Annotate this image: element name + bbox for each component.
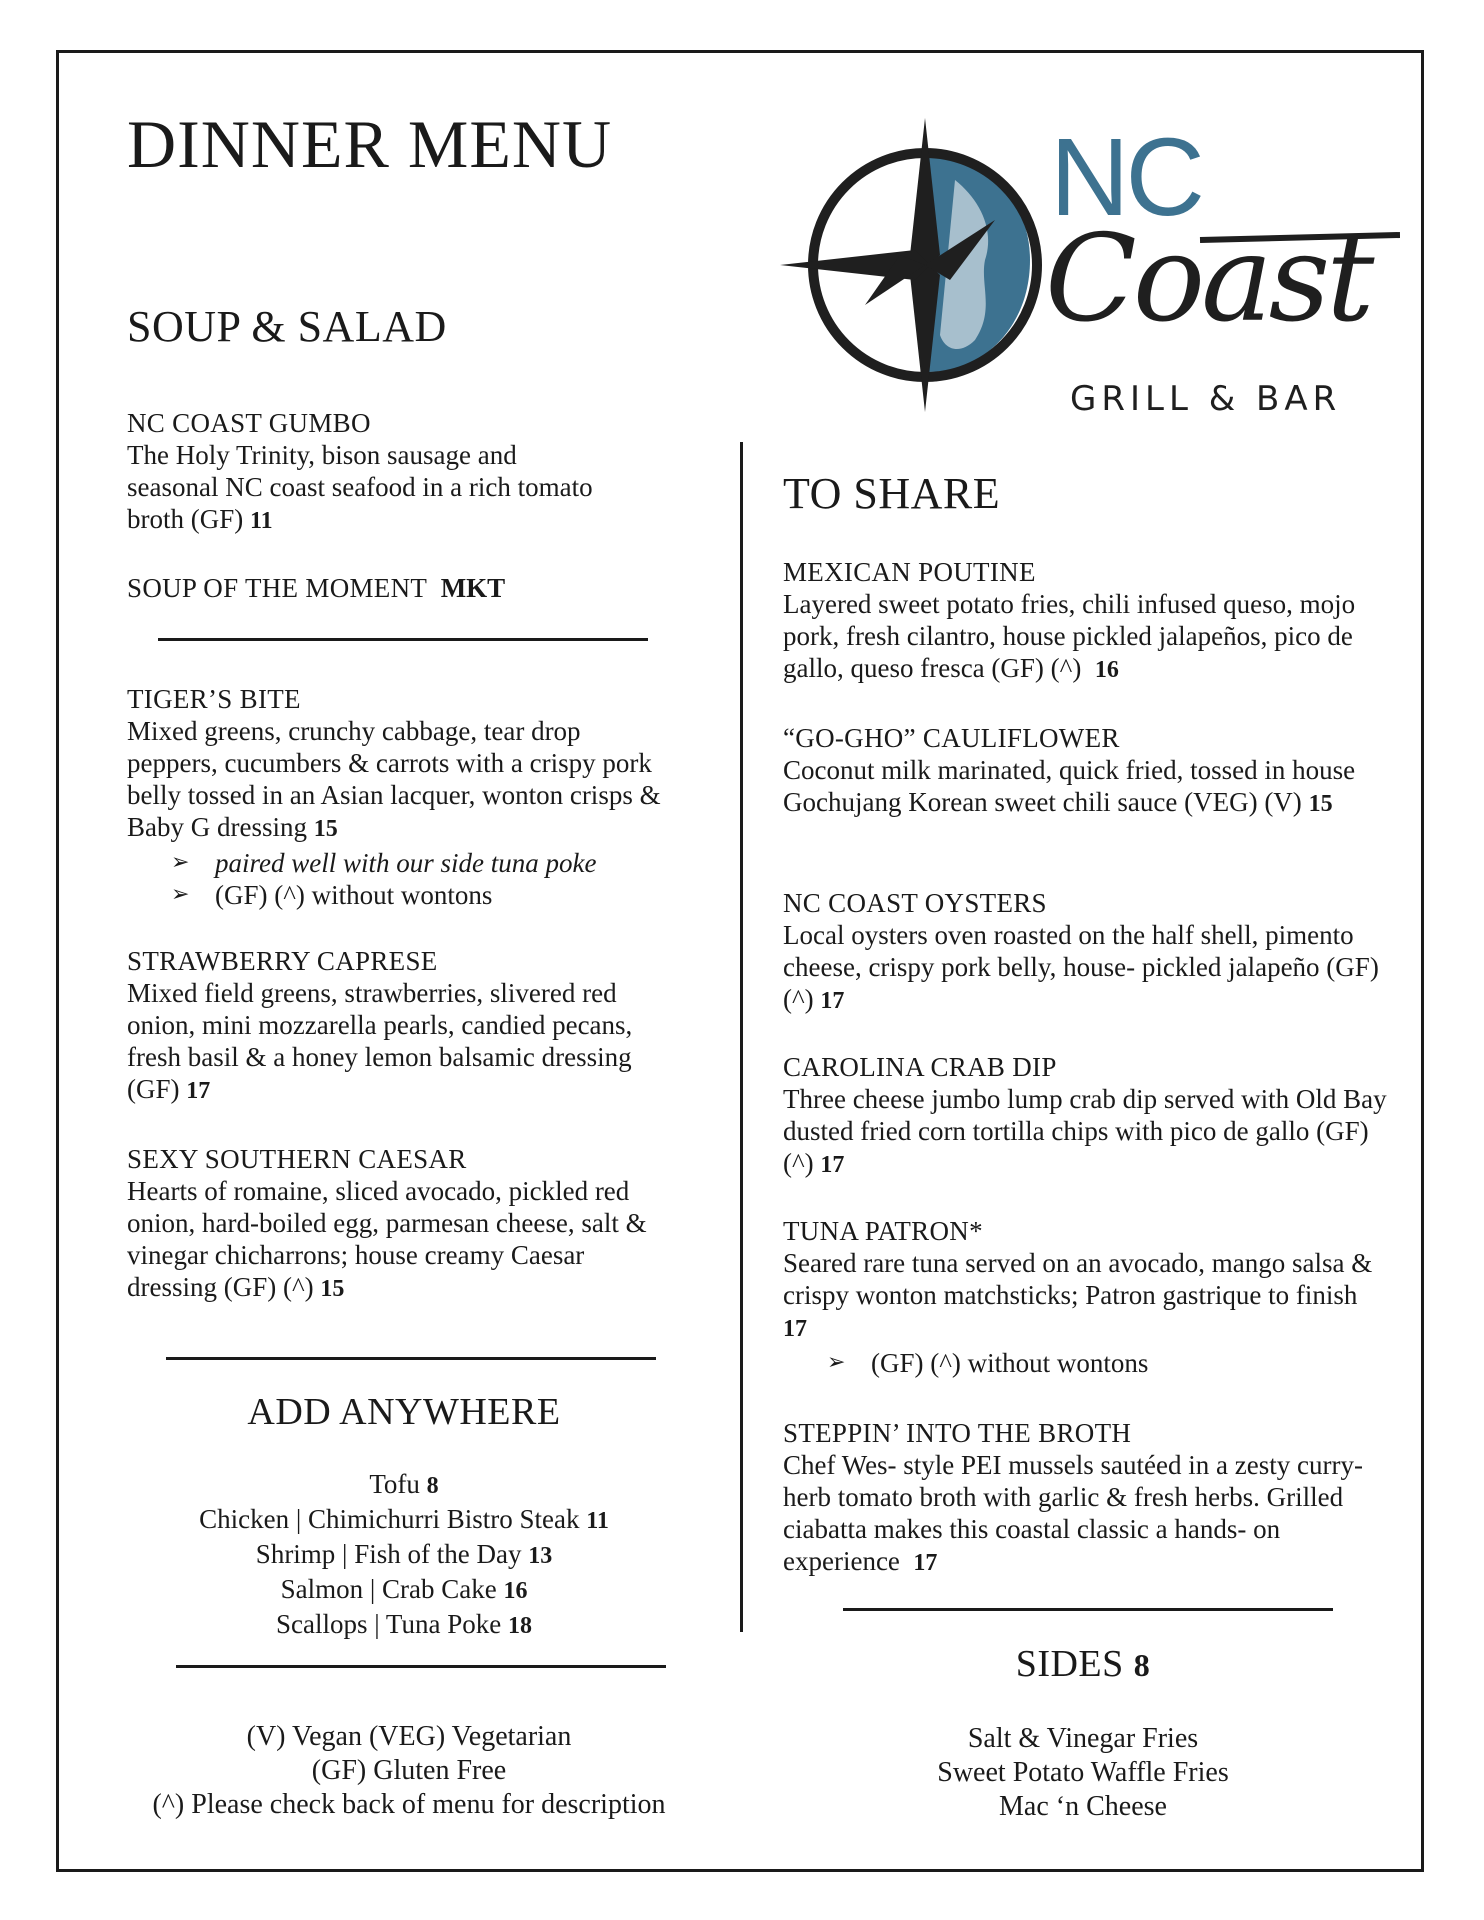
item-desc: Chef Wes- style PEI mussels sautéed in a zesty curry- herb tomato broth with garlic & fresh herbs. Grilled ciabatta makes this coastal classic a hands- on experience — [783, 1450, 1363, 1576]
item-note: ➢ (GF) (^) without wontons — [127, 879, 667, 911]
add-anywhere-heading: ADD ANYWHERE — [247, 1391, 561, 1433]
add-line: Shrimp | Fish of the Day 13 — [255, 1539, 553, 1569]
dietary-legend — [112, 1720, 706, 1822]
item-name: TUNA PATRON* — [783, 1216, 983, 1246]
side-item: Sweet Potato Waffle Fries — [937, 1757, 1229, 1788]
item-name: NC COAST OYSTERS — [783, 888, 1047, 918]
soup-salad-heading: SOUP & SALAD — [127, 302, 447, 351]
item-desc: The Holy Trinity, bison sausage and seasonal NC coast seafood in a rich tomato broth (GF) — [127, 440, 593, 534]
item-note: ➢ (GF) (^) without wontons — [783, 1347, 1388, 1379]
legend-line: (^) Please check back of menu for description — [152, 1789, 666, 1820]
item-name: SOUP OF THE MOMENT — [127, 573, 428, 603]
item-desc: Local oysters oven roasted on the half shell, pimento cheese, crispy pork belly, house- pickled jalapeño (GF) (^) — [783, 920, 1379, 1014]
item-desc: Three cheese jumbo lump crab dip served with Old Bay dusted fried corn tortilla chips with pico de gallo (GF) (^) — [783, 1084, 1387, 1178]
item-price: 17 — [913, 1550, 938, 1576]
item-desc: Coconut milk marinated, quick fried, tossed in house Gochujang Korean sweet chili sauce (VEG) (V) — [783, 755, 1356, 817]
legend-line: (GF) Gluten Free — [311, 1755, 507, 1786]
item-name: SEXY SOUTHERN CAESAR — [127, 1144, 467, 1174]
menu-item-mexican-poutine — [783, 556, 1388, 686]
item-price: 17 — [820, 988, 845, 1014]
side-item: Mac ‘n Cheese — [999, 1791, 1167, 1822]
item-price: 17 — [783, 1316, 807, 1342]
divider — [158, 638, 648, 641]
menu-item-steppin-broth — [783, 1417, 1393, 1579]
menu-item-southern-caesar — [127, 1143, 667, 1305]
add-line: Chicken | Chimichurri Bistro Steak 11 — [199, 1504, 609, 1534]
item-name: “GO-GHO” CAULIFLOWER — [783, 723, 1120, 753]
menu-item-crab-dip — [783, 1051, 1388, 1181]
logo-nc: NC — [1050, 116, 1201, 239]
item-desc: Mixed field greens, strawberries, slivered red onion, mini mozzarella pearls, candied pecans, fresh basil & a honey lemon balsamic dressing (GF) — [127, 978, 633, 1104]
sides-title: SIDES — [1015, 1643, 1124, 1685]
menu-item-oysters — [783, 887, 1388, 1017]
sides-list — [783, 1722, 1383, 1824]
menu-item-soup-of-moment — [127, 572, 647, 604]
to-share-heading: TO SHARE — [783, 469, 1001, 518]
item-price: 17 — [820, 1152, 845, 1178]
item-price: 15 — [1308, 791, 1333, 817]
item-price: 11 — [250, 508, 273, 534]
item-note: ➢ paired well with our side tuna poke — [127, 847, 667, 879]
item-price: 16 — [1094, 657, 1119, 683]
item-price: 17 — [186, 1078, 211, 1104]
menu-item-strawberry-caprese — [127, 945, 672, 1107]
item-name: STRAWBERRY CAPRESE — [127, 946, 438, 976]
page-title: DINNER MENU — [127, 106, 613, 182]
item-desc: Mixed greens, crunchy cabbage, tear drop peppers, cucumbers & carrots with a crispy pork belly tossed in an Asian lacquer, wonton crisps & Baby G dressing — [127, 716, 661, 842]
item-name: CAROLINA CRAB DIP — [783, 1052, 1057, 1082]
item-name: NC COAST GUMBO — [127, 408, 371, 438]
menu-item-gumbo — [127, 407, 607, 537]
divider — [843, 1608, 1333, 1611]
menu-item-tuna-patron — [783, 1215, 1388, 1379]
legend-line: (V) Vegan (VEG) Vegetarian — [246, 1721, 572, 1752]
nc-coast-logo — [780, 110, 1400, 420]
item-name: TIGER’S BITE — [127, 684, 301, 714]
item-price: MKT — [440, 573, 506, 603]
item-price: 15 — [320, 1276, 345, 1302]
compass-icon — [780, 118, 1037, 412]
divider — [176, 1665, 666, 1668]
item-price: 15 — [313, 816, 338, 842]
sides-price: 8 — [1133, 1647, 1151, 1683]
sides-heading — [783, 1645, 1383, 1683]
item-desc: Hearts of romaine, sliced avocado, pickled red onion, hard-boiled egg, parmesan cheese, salt & vinegar chicharrons; house creamy Caesar dressing (GF) (^) — [127, 1176, 647, 1302]
divider — [166, 1357, 656, 1360]
add-line: Tofu 8 — [369, 1469, 439, 1499]
item-desc: Layered sweet potato fries, chili infused queso, mojo pork, fresh cilantro, house pickled jalapeños, pico de gallo, queso fresca (GF) (^) — [783, 589, 1356, 683]
add-anywhere-list — [127, 1468, 681, 1643]
menu-item-tigers-bite — [127, 683, 667, 911]
item-desc: Seared rare tuna served on an avocado, mango salsa & crispy wonton matchsticks; Patron gastrique to finish — [783, 1248, 1373, 1310]
menu-item-cauliflower — [783, 722, 1388, 820]
item-name: STEPPIN’ INTO THE BROTH — [783, 1418, 1132, 1448]
add-line: Salmon | Crab Cake 16 — [280, 1574, 528, 1604]
item-name: MEXICAN POUTINE — [783, 557, 1036, 587]
logo-coast: Coast — [1045, 210, 1371, 349]
add-line: Scallops | Tuna Poke 18 — [276, 1609, 532, 1639]
side-item: Salt & Vinegar Fries — [967, 1723, 1199, 1754]
logo-grill-bar: GRILL & BAR — [1070, 379, 1342, 419]
column-divider — [740, 442, 743, 1632]
